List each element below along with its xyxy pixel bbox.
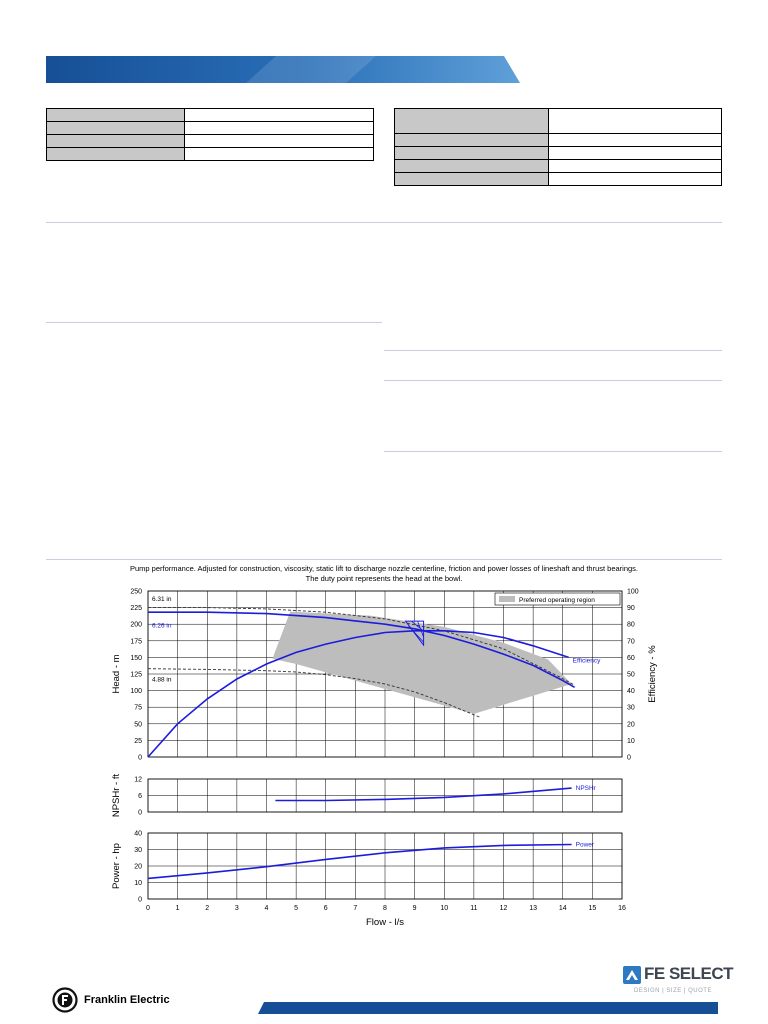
y-tick-label: 25 xyxy=(134,737,142,745)
x-tick-label: 13 xyxy=(529,905,538,912)
y2-tick-label: 40 xyxy=(627,688,635,696)
y-tick-label: 10 xyxy=(134,880,142,887)
y-tick-label: 30 xyxy=(134,847,142,854)
chart-panel-power xyxy=(148,833,622,899)
x-tick-label: 4 xyxy=(264,905,269,912)
y-tick-label: 0 xyxy=(138,809,142,817)
chart-panel-npshr xyxy=(148,779,622,812)
y2-tick-label: 0 xyxy=(627,754,631,762)
x-tick-label: 1 xyxy=(175,905,180,912)
x-tick-label: 3 xyxy=(234,905,239,912)
chart-panel-head-efficiency xyxy=(148,591,622,757)
npshr-curve xyxy=(275,788,571,800)
x-tick-label: 11 xyxy=(470,905,478,912)
x-tick-label: 7 xyxy=(353,905,358,912)
y-tick-label: 100 xyxy=(130,688,142,696)
y2-tick-label: 20 xyxy=(627,721,635,729)
fe-select-logo-icon xyxy=(622,965,642,985)
x-tick-label: 5 xyxy=(294,905,299,912)
company-name: Franklin Electric xyxy=(84,994,170,1006)
y-tick-label: 6 xyxy=(138,793,142,800)
impeller-diameter-label: 6.31 in xyxy=(151,595,172,603)
series-label: Efficiency xyxy=(572,657,601,665)
y2-tick-label: 70 xyxy=(627,638,635,646)
x-tick-label: 0 xyxy=(146,905,150,912)
y2-tick-label: 10 xyxy=(627,737,635,745)
y-tick-label: 0 xyxy=(138,896,142,904)
franklin-electric-logo-icon xyxy=(52,987,78,1013)
y-tick-label: 200 xyxy=(130,621,142,629)
y-tick-label: 20 xyxy=(134,863,142,871)
x-tick-label: 8 xyxy=(383,905,387,912)
y-axis-label: NPSHr - ft xyxy=(111,773,122,818)
y2-tick-label: 60 xyxy=(627,654,635,662)
y2-tick-label: 30 xyxy=(627,704,635,712)
x-tick-label: 9 xyxy=(412,905,417,912)
y-tick-label: 0 xyxy=(138,754,142,762)
y-tick-label: 50 xyxy=(134,721,142,729)
y-tick-label: 12 xyxy=(134,776,142,784)
x-tick-label: 12 xyxy=(499,905,508,912)
y-tick-label: 75 xyxy=(134,704,142,712)
y-axis-label: Power - hp xyxy=(111,843,122,889)
x-tick-label: 15 xyxy=(588,905,597,912)
fe-select-tagline: DESIGN | SIZE | QUOTE xyxy=(634,988,712,994)
x-tick-label: 14 xyxy=(558,905,567,912)
impeller-diameter-label: 6.26 in xyxy=(151,622,172,630)
legend-swatch xyxy=(499,596,515,602)
y-tick-label: 150 xyxy=(130,654,142,662)
x-axis-label: Flow - l/s xyxy=(366,917,404,928)
footer-band xyxy=(258,1002,718,1014)
y-tick-label: 125 xyxy=(130,671,142,679)
series-label: NPSHr xyxy=(575,785,596,793)
y-tick-label: 175 xyxy=(130,638,142,646)
y2-axis-label: Efficiency - % xyxy=(647,645,658,703)
series-label: Power xyxy=(575,841,595,849)
y-tick-label: 225 xyxy=(130,605,142,613)
y2-tick-label: 50 xyxy=(627,671,635,679)
y2-tick-label: 100 xyxy=(627,588,639,596)
legend-label: Preferred operating region xyxy=(519,597,595,604)
x-tick-label: 2 xyxy=(205,905,210,912)
y2-tick-label: 80 xyxy=(627,621,635,629)
caption-line-2: The duty point represents the head at the bowl. xyxy=(305,574,463,583)
x-tick-label: 16 xyxy=(618,905,626,912)
fe-select-wordmark: FE SELECT xyxy=(644,964,734,983)
x-tick-label: 10 xyxy=(440,905,449,912)
y-tick-label: 40 xyxy=(134,830,142,838)
x-tick-label: 6 xyxy=(323,905,328,912)
y-tick-label: 250 xyxy=(130,588,142,596)
y-axis-label: Head - m xyxy=(111,654,122,694)
caption-line-1: Pump performance. Adjusted for construction, viscosity, static lift to discharge nozzle centerline, friction and power losses of lineshaft and thrust bearings. xyxy=(129,564,639,573)
impeller-diameter-label: 4.88 in xyxy=(151,676,172,684)
y2-tick-label: 90 xyxy=(627,605,635,613)
